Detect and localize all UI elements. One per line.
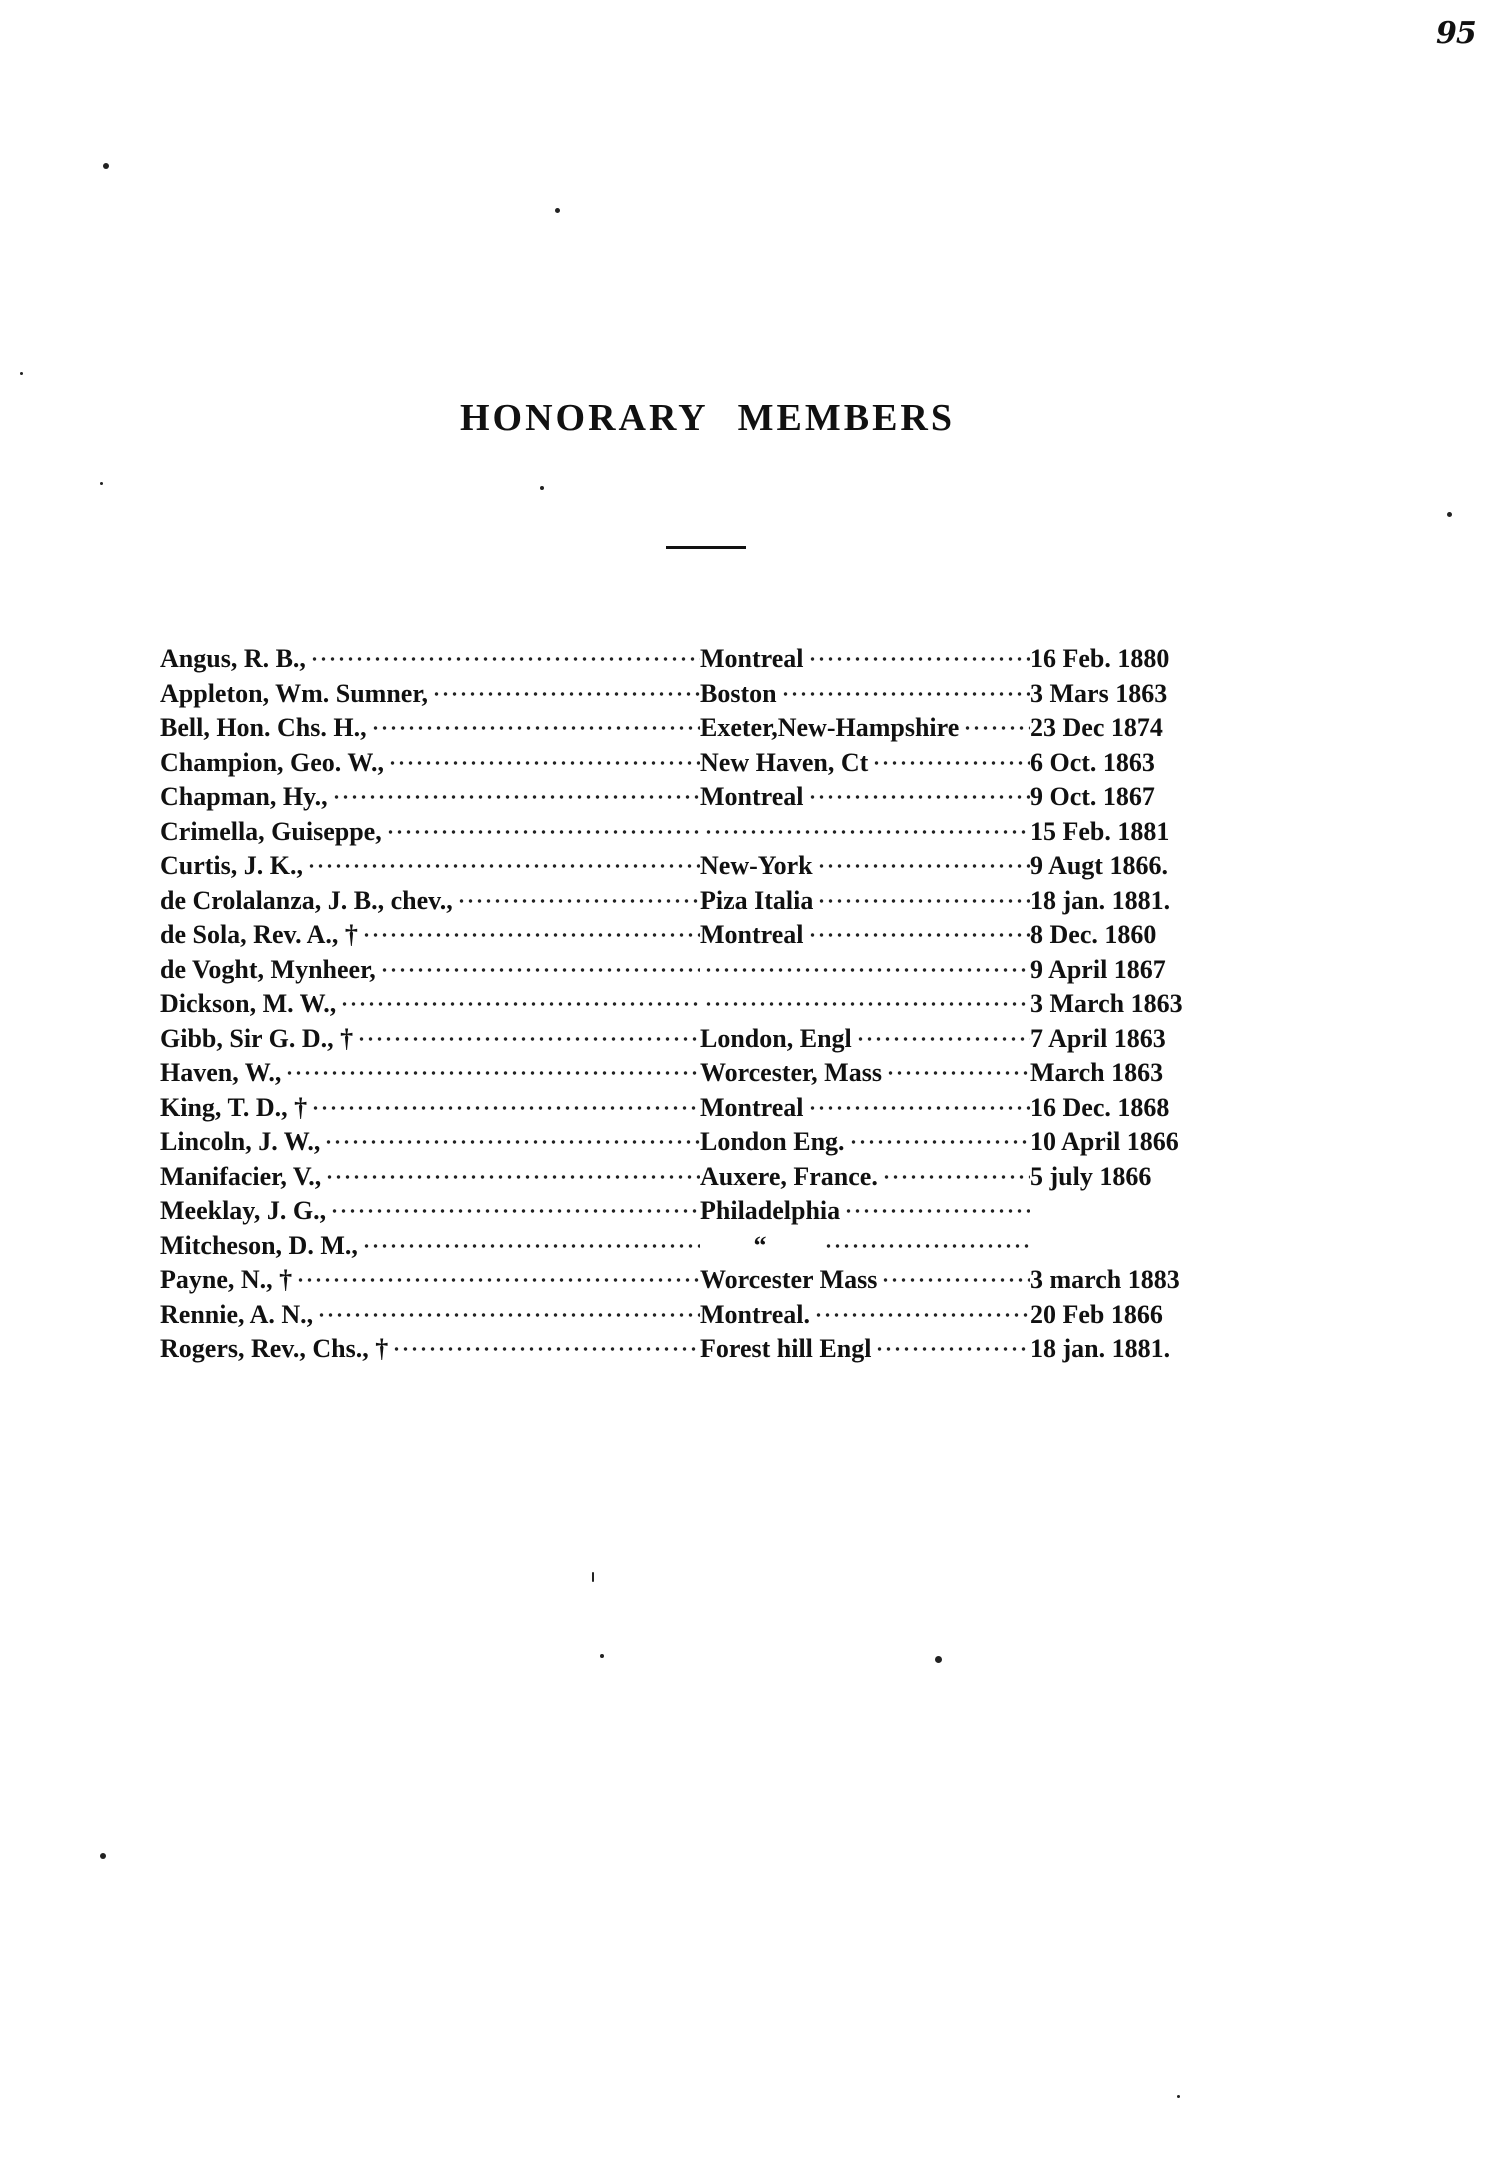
member-place-cell <box>700 1300 1030 1330</box>
dot-leader <box>849 1131 1030 1153</box>
member-name-cell <box>160 1024 700 1054</box>
member-place: Exeter,New-Hampshire <box>700 713 960 743</box>
member-row <box>160 780 1230 815</box>
member-place: Worcester Mass <box>700 1265 878 1295</box>
member-name: Appleton, Wm. Sumner, <box>160 678 428 708</box>
dot-leader <box>886 1062 1030 1084</box>
scan-speck <box>600 1654 604 1658</box>
member-place-cell <box>700 1127 1030 1157</box>
member-row <box>160 849 1230 884</box>
member-place: London, Engl <box>700 1023 852 1053</box>
member-date-cell <box>1030 886 1230 916</box>
dot-leader <box>392 1338 700 1360</box>
member-name-cell <box>160 1162 700 1192</box>
member-name-cell <box>160 713 700 743</box>
dot-leader <box>285 1062 700 1084</box>
member-name: de Voght, Mynheer, <box>160 954 376 984</box>
member-date-cell <box>1030 1334 1230 1364</box>
dot-leader <box>808 648 1031 670</box>
member-place-cell <box>700 644 1030 674</box>
member-place-cell <box>700 993 1030 1015</box>
member-date-cell <box>1030 1162 1230 1192</box>
member-place-cell <box>700 886 1030 916</box>
member-date: 3 March 1863 <box>1030 989 1183 1019</box>
member-name-cell <box>160 782 700 812</box>
title-rule <box>666 546 746 549</box>
page-number: 95 <box>1436 16 1476 51</box>
scan-speck <box>540 486 544 490</box>
dot-leader <box>324 1131 700 1153</box>
member-place: Auxere, France. <box>700 1161 878 1191</box>
dot-leader <box>872 752 1030 774</box>
member-name-cell <box>160 1231 700 1261</box>
dot-leader <box>704 959 1030 981</box>
member-place-cell <box>700 1265 1030 1295</box>
member-place: Montreal <box>700 644 804 674</box>
dot-leader <box>856 1028 1030 1050</box>
member-place-cell <box>700 748 1030 778</box>
member-name: Bell, Hon. Chs. H., <box>160 713 367 743</box>
member-name: Crimella, Guiseppe, <box>160 816 382 846</box>
member-row <box>160 1160 1230 1195</box>
member-place-cell <box>700 679 1030 709</box>
member-name-cell <box>160 1093 700 1123</box>
dot-leader <box>357 1028 700 1050</box>
member-place: Montreal <box>700 920 804 950</box>
member-place-cell <box>700 1093 1030 1123</box>
member-date: 10 April 1866 <box>1030 1127 1179 1157</box>
member-row <box>160 953 1230 988</box>
member-date-cell <box>1030 1300 1230 1330</box>
member-name-cell <box>160 817 700 847</box>
dot-leader <box>362 1235 700 1257</box>
dot-leader <box>882 1166 1030 1188</box>
member-name-cell <box>160 1334 700 1364</box>
member-name-cell <box>160 851 700 881</box>
dot-leader <box>340 993 700 1015</box>
member-date-cell <box>1030 817 1230 847</box>
member-name-cell <box>160 748 700 778</box>
member-name-cell <box>160 989 700 1019</box>
member-place: Philadelphia <box>700 1196 841 1226</box>
member-date: 9 Augt 1866. <box>1030 851 1168 881</box>
member-row <box>160 884 1230 919</box>
member-row <box>160 746 1230 781</box>
member-row <box>160 711 1230 746</box>
member-name-cell <box>160 886 700 916</box>
member-place: Montreal <box>700 1092 804 1122</box>
member-date: 18 jan. 1881. <box>1030 1334 1171 1364</box>
scan-speck <box>592 1572 594 1582</box>
member-row <box>160 1263 1230 1298</box>
member-name: Haven, W., <box>160 1058 282 1088</box>
member-place-cell <box>700 821 1030 843</box>
member-name: Curtis, J. K., <box>160 851 303 881</box>
member-row <box>160 1056 1230 1091</box>
member-place-cell <box>700 1334 1030 1364</box>
member-place: Montreal. <box>700 1299 810 1329</box>
member-place-cell <box>700 1231 1030 1261</box>
dot-leader <box>808 1097 1031 1119</box>
member-place: Worcester, Mass <box>700 1058 882 1088</box>
member-name: Chapman, Hy., <box>160 782 328 812</box>
member-place: New-York <box>700 851 813 881</box>
scan-speck <box>103 163 109 169</box>
member-row <box>160 677 1230 712</box>
member-date: 23 Dec 1874 <box>1030 713 1163 743</box>
member-date-cell <box>1030 1127 1230 1157</box>
member-name: Manifacier, V., <box>160 1161 322 1191</box>
dot-leader <box>808 924 1031 946</box>
member-date: 8 Dec. 1860 <box>1030 920 1157 950</box>
dot-leader <box>388 752 700 774</box>
member-row <box>160 1298 1230 1333</box>
members-list <box>160 642 1230 1367</box>
member-date: 9 Oct. 1867 <box>1030 782 1155 812</box>
dot-leader <box>814 1304 1030 1326</box>
member-date-cell <box>1030 1265 1230 1295</box>
member-date: March 1863 <box>1030 1058 1164 1088</box>
member-date-cell <box>1030 920 1230 950</box>
member-date: 3 march 1883 <box>1030 1265 1180 1295</box>
scan-speck <box>1447 512 1452 517</box>
scan-speck <box>20 372 23 375</box>
dot-leader <box>963 717 1030 739</box>
member-name: Dickson, M. W., <box>160 989 337 1019</box>
member-date-cell <box>1030 644 1230 674</box>
member-place-cell <box>700 1058 1030 1088</box>
scan-speck <box>100 482 103 485</box>
member-date: 7 April 1863 <box>1030 1023 1166 1053</box>
member-date-cell <box>1030 851 1230 881</box>
dot-leader <box>817 855 1030 877</box>
member-name-cell <box>160 1265 700 1295</box>
dot-leader <box>844 1200 1030 1222</box>
member-name: Meeklay, J. G., <box>160 1196 327 1226</box>
member-name-cell <box>160 1127 700 1157</box>
member-date-cell <box>1030 1058 1230 1088</box>
member-name: de Sola, Rev. A., † <box>160 920 358 950</box>
member-row <box>160 1022 1230 1057</box>
member-name-cell <box>160 955 700 985</box>
member-name-cell <box>160 1058 700 1088</box>
member-name: King, T. D., † <box>160 1092 308 1122</box>
member-place: Forest hill Engl <box>700 1334 872 1364</box>
member-row <box>160 815 1230 850</box>
member-name: Angus, R. B., <box>160 644 306 674</box>
dot-leader <box>307 855 700 877</box>
dot-leader <box>330 1200 700 1222</box>
scan-speck <box>935 1656 942 1663</box>
member-name: Rogers, Rev., Chs., † <box>160 1334 389 1364</box>
page-title: HONORARY MEMBERS <box>460 397 955 439</box>
member-place: Piza Italia <box>700 885 814 915</box>
member-date: 18 jan. 1881. <box>1030 885 1171 915</box>
dot-leader <box>380 959 700 981</box>
member-place-cell <box>700 920 1030 950</box>
member-place-cell <box>700 713 1030 743</box>
member-name-cell <box>160 644 700 674</box>
member-row <box>160 642 1230 677</box>
dot-leader <box>808 786 1031 808</box>
member-date-cell <box>1030 1093 1230 1123</box>
member-date: 9 April 1867 <box>1030 954 1166 984</box>
member-name-cell <box>160 1300 700 1330</box>
member-name-cell <box>160 1196 700 1226</box>
member-place-cell <box>700 959 1030 981</box>
member-date: 3 Mars 1863 <box>1030 678 1168 708</box>
scan-speck <box>100 1853 106 1859</box>
member-date: 6 Oct. 1863 <box>1030 747 1155 777</box>
member-row <box>160 1332 1230 1367</box>
member-place: London Eng. <box>700 1127 845 1157</box>
member-row <box>160 1194 1230 1229</box>
member-row <box>160 987 1230 1022</box>
member-name: Lincoln, J. W., <box>160 1127 321 1157</box>
dot-leader <box>457 890 700 912</box>
scan-speck <box>555 208 560 213</box>
dot-leader <box>432 683 700 705</box>
member-name-cell <box>160 679 700 709</box>
member-place-cell <box>700 782 1030 812</box>
member-row <box>160 1229 1230 1264</box>
member-date-cell <box>1030 955 1230 985</box>
member-row <box>160 1091 1230 1126</box>
member-name: Payne, N., † <box>160 1265 293 1295</box>
member-place: “ <box>753 1230 767 1260</box>
dot-leader <box>332 786 700 808</box>
member-date: 16 Dec. 1868 <box>1030 1092 1170 1122</box>
member-name: Champion, Geo. W., <box>160 747 384 777</box>
member-place-cell <box>700 851 1030 881</box>
dot-leader <box>781 683 1030 705</box>
member-place: Montreal <box>700 782 804 812</box>
member-place: New Haven, Ct <box>700 747 869 777</box>
member-date: 15 Feb. 1881 <box>1030 816 1170 846</box>
dot-leader <box>875 1338 1030 1360</box>
member-date: 5 july 1866 <box>1030 1161 1152 1191</box>
dot-leader <box>817 890 1030 912</box>
dot-leader <box>824 1235 1030 1257</box>
member-date-cell <box>1030 989 1230 1019</box>
member-date-cell <box>1030 679 1230 709</box>
member-date-cell <box>1030 1024 1230 1054</box>
member-place-cell <box>700 1024 1030 1054</box>
dot-leader <box>704 993 1030 1015</box>
dot-leader <box>311 1097 700 1119</box>
member-name-cell <box>160 920 700 950</box>
member-name: Gibb, Sir G. D., † <box>160 1023 354 1053</box>
member-place: Boston <box>700 678 777 708</box>
dot-leader <box>371 717 700 739</box>
dot-leader <box>704 821 1030 843</box>
dot-leader <box>317 1304 700 1326</box>
dot-leader <box>310 648 700 670</box>
member-date-cell <box>1030 782 1230 812</box>
member-row <box>160 918 1230 953</box>
dot-leader <box>325 1166 700 1188</box>
member-name: Mitcheson, D. M., <box>160 1230 358 1260</box>
dot-leader <box>296 1269 700 1291</box>
member-place-cell <box>700 1196 1030 1226</box>
member-date: 20 Feb 1866 <box>1030 1299 1163 1329</box>
member-date: 16 Feb. 1880 <box>1030 644 1170 674</box>
dot-leader <box>362 924 700 946</box>
member-date-cell <box>1030 748 1230 778</box>
member-name: Rennie, A. N., <box>160 1299 314 1329</box>
member-name: de Crolalanza, J. B., chev., <box>160 885 453 915</box>
dot-leader <box>881 1269 1030 1291</box>
member-place-cell <box>700 1162 1030 1192</box>
dot-leader <box>386 821 700 843</box>
scan-speck <box>1177 2095 1180 2098</box>
member-row <box>160 1125 1230 1160</box>
member-date-cell <box>1030 713 1230 743</box>
